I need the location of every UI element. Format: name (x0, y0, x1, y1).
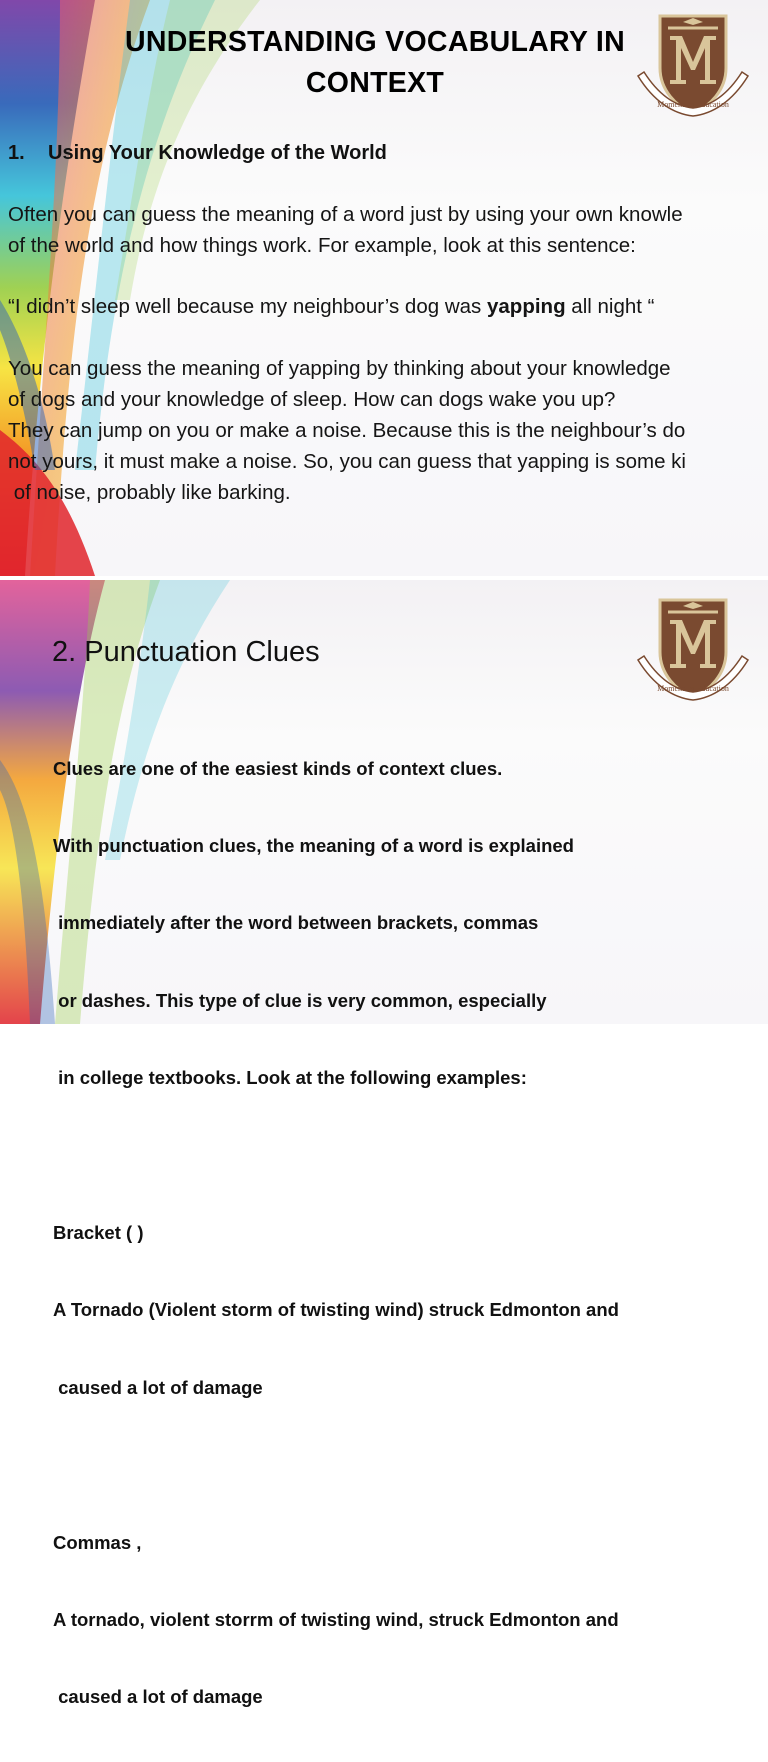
logo-ribbon-text: Momentum Education (657, 100, 729, 109)
explain-line: of dogs and your knowledge of sleep. How can dogs wake you up? (8, 388, 616, 411)
explain-line: They can jump on you or make a noise. Because this is the neighbour’s do (8, 419, 686, 442)
intro-line: Often you can guess the meaning of a word just by using your own knowle (8, 203, 683, 226)
title-line-1: UNDERSTANDING VOCABULARY IN (124, 26, 625, 58)
body-line: caused a lot of damage (53, 1376, 263, 1398)
explain-line: of noise, probably like barking. (8, 481, 291, 504)
blank-line (53, 1452, 619, 1478)
explain-line: not yours, it must make a noise. So, you can guess that yapping is some ki (8, 450, 686, 473)
example-sentence (8, 291, 654, 322)
body-line: With punctuation clues, the meaning of a word is explained (53, 834, 574, 856)
intro-paragraph (8, 199, 683, 261)
momentum-education-logo (634, 594, 752, 706)
body-line: Clues are one of the easiest kinds of context clues. (53, 757, 503, 779)
body-line: Commas , (53, 1531, 142, 1553)
slide-1-title (60, 22, 690, 104)
body-line: in college textbooks. Look at the following examples: (53, 1067, 527, 1089)
logo-ribbon-text: Momentum Education (657, 684, 729, 693)
example-before: “I didn’t sleep well because my neighbour’s dog was (8, 295, 487, 318)
body-line: caused a lot of damage (53, 1686, 263, 1708)
section-heading-1 (8, 140, 387, 166)
slide-2 (0, 580, 768, 1708)
blank-line (53, 1143, 619, 1169)
body-line: immediately after the word between brackets, commas (53, 912, 539, 934)
example-keyword: yapping (487, 295, 566, 318)
example-after: all night “ (565, 295, 655, 318)
body-line: A Tornado (Violent storm of twisting wind) struck Edmonton and (53, 1299, 619, 1321)
slide-1 (0, 0, 768, 576)
title-line-2: CONTEXT (305, 67, 445, 99)
body-line: or dashes. This type of clue is very common, especially (53, 989, 547, 1011)
explanation-paragraph (8, 353, 686, 508)
body-line: Bracket ( ) (53, 1221, 144, 1243)
heading-number: 1. (8, 142, 25, 164)
heading-text: Using Your Knowledge of the World (48, 142, 387, 164)
intro-line: of the world and how things work. For example, look at this sentence: (8, 234, 636, 257)
punctuation-clues-body (53, 704, 619, 1762)
slide-2-title: 2. Punctuation Clues (52, 636, 320, 668)
body-line: A tornado, violent storrm of twisting wind, struck Edmonton and (53, 1608, 619, 1630)
explain-line: You can guess the meaning of yapping by thinking about your knowledge (8, 357, 671, 380)
